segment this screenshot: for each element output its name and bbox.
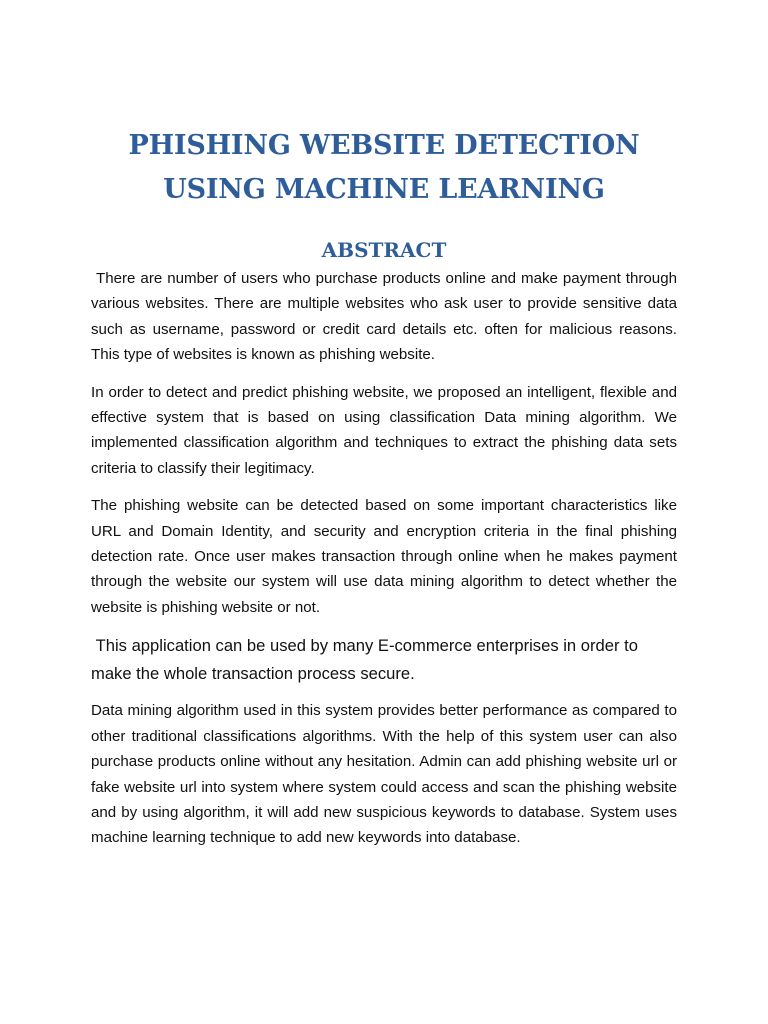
paragraph-3: The phishing website can be detected based on some important characteristics like URL and Domain Identity, and security and encryption criteria in the final phishing detection rate. Once user makes transaction through online when he makes payment through the website our system will use data mining algorithm to detect whether the website is phishing website or not. xyxy=(91,497,677,616)
paragraph-1: There are number of users who purchase products online and make payment through various websites. There are multiple websites who ask user to provide sensitive data such as username, password or credit card details etc. often for malicious reasons. This type of websites is known as phishing website. xyxy=(91,270,682,364)
document-title: PHISHING WEBSITE DETECTION USING MACHINE LEARNING xyxy=(128,130,640,205)
paragraph-4: This application can be used by many E-commerce enterprises in order to make the whole transaction process secure. xyxy=(91,636,643,684)
abstract-heading: ABSTRACT xyxy=(321,238,447,262)
paragraph-5: Data mining algorithm used in this system provides better performance as compared to other traditional classifications algorithms. With the help of this system user can also purchase products online without any hesitation. Admin can add phishing website url or fake website url into system where system could access and scan the phishing website and by using algorithm, it will add new suspicious keywords to database. System uses machine learning technique to add new keywords into database. xyxy=(91,702,677,847)
paragraph-2: In order to detect and predict phishing website, we proposed an intelligent, flexible and effective system that is based on using classification Data mining algorithm. We implemented classification algorithm and techniques to extract the phishing data sets criteria to classify their legitimacy. xyxy=(91,383,677,477)
